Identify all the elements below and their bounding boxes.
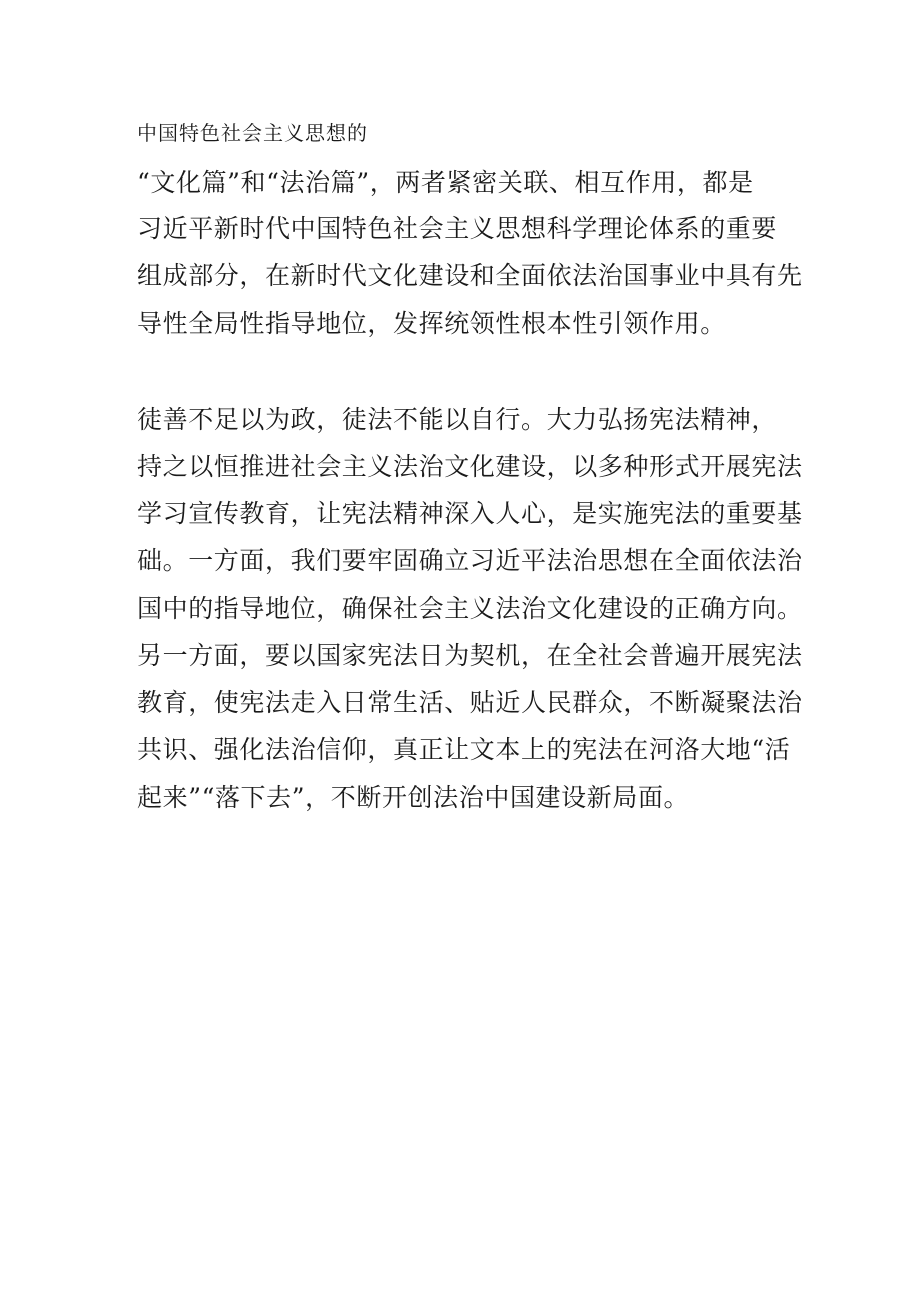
paragraph-2-line: 持之以恒推进社会主义法治文化建设，以多种形式开展宪法 (137, 452, 803, 481)
paragraph-2-line: 教育，使宪法走入日常生活、贴近人民群众，不断凝聚法治 (137, 688, 803, 717)
paragraph-1-line: 组成部分，在新时代文化建设和全面依法治国事业中具有先 (137, 261, 803, 290)
paragraph-2-line: 国中的指导地位，确保社会主义法治文化建设的正确方向。 (137, 594, 803, 623)
paragraph-1-line: 习近平新时代中国特色社会主义思想科学理论体系的重要 (137, 214, 778, 243)
paragraph-2-line: 学习宣传教育，让宪法精神深入人心，是实施宪法的重要基 (137, 499, 803, 528)
paragraph-1-line: “文化篇”和“法治篇”，两者紧密关联、相互作用，都是 (137, 168, 754, 197)
heading-fragment: 中国特色社会主义思想的 (137, 121, 368, 145)
paragraph-2-line: 另一方面，要以国家宪法日为契机，在全社会普遍开展宪法 (137, 641, 803, 670)
paragraph-2-line: 徒善不足以为政，徒法不能以自行。大力弘扬宪法精神， (137, 405, 778, 434)
paragraph-2-line: 起来”“落下去”，不断开创法治中国建设新局面。 (137, 783, 690, 812)
paragraph-1-line: 导性全局性指导地位，发挥统领性根本性引领作用。 (137, 309, 726, 338)
paragraph-2-line: 共识、强化法治信仰，真正让文本上的宪法在河洛大地“活 (137, 735, 791, 764)
paragraph-2-line: 础。一方面，我们要牢固确立习近平法治思想在全面依法治 (137, 546, 803, 575)
